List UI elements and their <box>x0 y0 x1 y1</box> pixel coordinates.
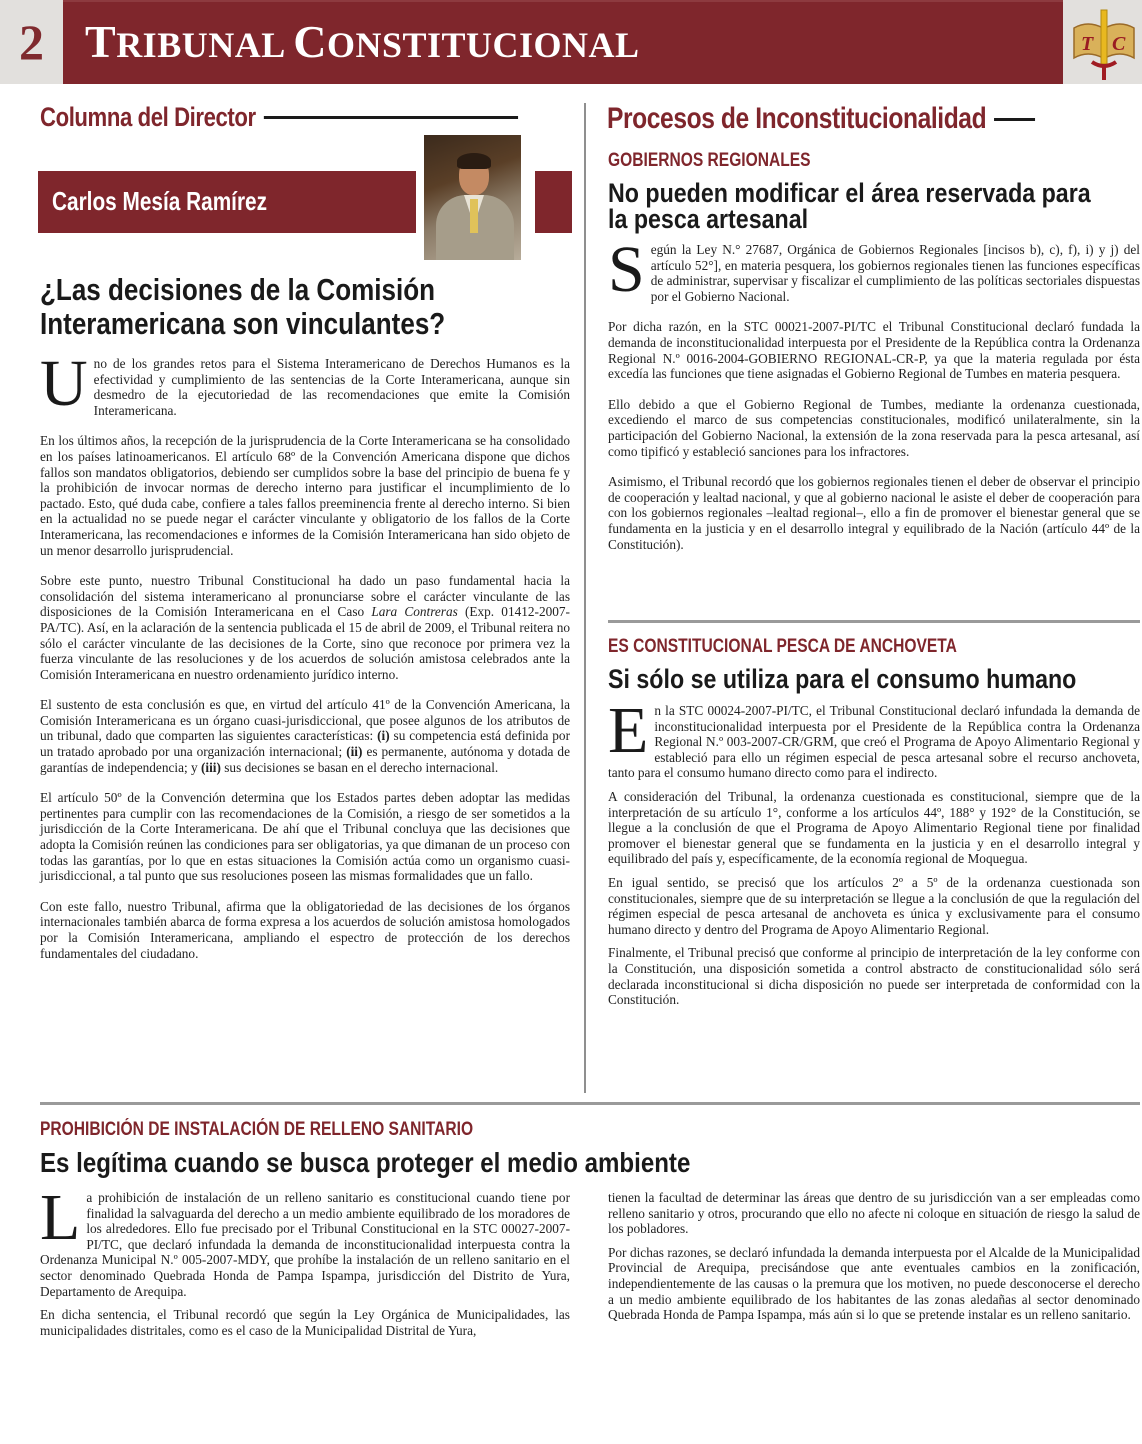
paragraph: Con este fallo, nuestro Tribunal, afirma que la obligatoriedad de las decisiones de los órganos internacionales también abarca de forma expresa a los acuerdos de solución amistosa homologados por la Comisión Interamericana, ampliando el espectro de protección de los derechos fundamentales del ciudadano. <box>40 898 570 961</box>
director-headline-line2: Interamericana son vinculantes? <box>40 306 446 341</box>
author-band-right <box>535 171 572 233</box>
paragraph <box>40 347 570 420</box>
paragraph-text: Sobre este punto, nuestro Tribunal Constitucional ha dado un paso fundamental hacia la consolidación del sistema interamericano al pronunciarse sobre el carácter vinculante de las disposiciones de la Comisión Interamericana en el Caso <box>40 573 570 620</box>
paragraph-text: egún la Ley N.° 27687, Orgánica de Gobiernos Regionales [incisos b), c), f), i) y j) del artículo 52°], en materia pesquera, los gobiernos regionales tienen las funciones específicas de administrar, supervisar y fiscalizar el cumplimiento de las políticas sectoriales dispuestas por el Gobierno Nacional. <box>650 242 1140 304</box>
paragraph-text: es permanente, autónoma y dotada de garantías de independencia; y <box>40 744 570 775</box>
section-title-director-column <box>40 102 518 133</box>
bottom-divider <box>40 1102 1140 1105</box>
section-title-rule <box>994 118 1035 121</box>
list-label: (ii) <box>346 744 363 760</box>
paragraph-text: (Exp. 01412-2007-PA/TC). Así, en la aclaración de la sentencia publicada el 15 de abril de 2009, el Tribunal reitera no sólo el carácter vinculante de las decisiones de la Corte, sino que reconoce por primera vez la fuerza vinculante de las resoluciones y de los acuerdos de solución amistosa celebrados ante la Comisión Interamericana en nuestro ordenamiento jurídico interno. <box>40 604 570 682</box>
paragraph-text: El sustento de esta conclusión es que, en virtud del artículo 41º de la Convención Americana, la Comisión Interamericana es un órgano cuasi-jurisdiccional, que posee algunos de los atributos de un tribunal, dado que comparten las siguientes características: <box>40 697 570 744</box>
paragraph: Por dichas razones, se declaró infundada la demanda interpuesta por el Alcalde de la Municipalidad Provincial de Arequipa, precisándose que ante eventuales cambios en la zonificación, independientemente de las causas o la premura que los motiven, no puede desconocerse el derecho a un medio ambiente equilibrado de los habitantes de las zonas aledañas al sector denominado Quebrada Honda de Pampa Ispampa, más aún si lo que se pretende instalar es un relleno sanitario. <box>608 1244 1140 1323</box>
paragraph <box>40 1181 570 1299</box>
masthead-band <box>63 0 1063 84</box>
dropcap: U <box>40 347 88 420</box>
paragraph <box>608 694 1140 781</box>
director-article-body <box>40 347 571 976</box>
section-title-rule <box>264 116 518 119</box>
landfill-body-left <box>40 1181 570 1346</box>
paragraph: Por dicha razón, en la STC 00021-2007-PI/TC el Tribunal Constitucional declaró fundada la demanda de inconstitucionalidad interpuesta por el Presidente de la República contra la Ordenanza Regional N.º 0016-2004-GOBIERNO REGIONAL-CR-P, ya que la materia regulada por ésta excedía las funciones que tiene asignadas el Gobierno Regional de Tumbes en materia pesquera. <box>608 319 1140 382</box>
paragraph-text: sus decisiones se basan en el derecho internacional. <box>220 759 499 775</box>
article2-body <box>608 694 1140 1016</box>
paragraph <box>40 697 570 775</box>
paragraph: Ello debido a que el Gobierno Regional de Tumbes, mediante la ordenanza cuestionada, excediendo el marco de sus competencias constitucionales, modificó unilateralmente, sin la participación del Gobierno Nacional, la extensión de la zona reservada para la pesca artesanal, así como tipificó y estableció sanciones para los infractores. <box>608 396 1140 459</box>
paragraph-text: su competencia está definida por un tratado aprobado por una organización internacional; <box>40 728 571 760</box>
paragraph: A consideración del Tribunal, la ordenanza cuestionada es constitucional, siempre que de la interpretación de su artículo 1°, conforme a los artículos 44º, 188° y 192° de la Constitución, se llegue a la conclusión de que el Programa de Apoyo Alimentario Regional tiene por finalidad promover el bienestar general que se fundamenta en la justicia y en el desarrollo integral y equilibrado del país y, específicamente, de la economía regional de Moquegua. <box>608 788 1140 867</box>
paragraph <box>40 573 570 682</box>
case-name: Lara Contreras <box>371 604 458 620</box>
kicker-landfill: PROHIBICIÓN DE INSTALACIÓN DE RELLENO SANITARIO <box>40 1119 474 1140</box>
paragraph <box>608 233 1140 306</box>
paragraph: Finalmente, el Tribunal precisó que conforme al principio de interpretación de la ley conforme con la Constitución, una disposición sometida a control abstracto de constitucionalidad sólo será declarada inconstitucional si dicha disposición no puede ser interpretada de conformidad con la Constitución. <box>608 945 1140 1008</box>
title-word-constitucional: ONSTITUCIONAL <box>326 25 640 65</box>
paragraph: En igual sentido, se precisó que los artículos 2º a 5º de la ordenanza cuestionada son constitucionales, siempre que de su interpretación se llegue a la conclusión de que la regulación del régimen especial de pesca artesanal de anchoveta es única y exclusivamente para el consumo humano directo y dentro del Programa de Apoyo Alimentario Regional. <box>608 874 1140 937</box>
headline-line2: la pesca artesanal <box>608 204 809 234</box>
masthead <box>0 0 1142 84</box>
svg-text:T: T <box>1081 33 1094 55</box>
paragraph-text: n la STC 00024-2007-PI/TC, el Tribunal Constitucional declaró infundada la demanda de inconstitucionalidad interpuesta por el Presidente de la República contra la Ordenanza Regional N.º 003-2007-CR/GRM, que creó el Programa de Apoyo Alimentario Regional y estableció para ello un régimen especial de pesca artesanal sobre el recurso anchoveta, tanto para el consumo humano directo como para el indirecto. <box>608 703 1140 781</box>
director-headline <box>40 273 445 341</box>
column-divider <box>584 103 586 1093</box>
author-portrait <box>424 135 521 260</box>
headline-line1: No pueden modificar el área reservada para <box>608 178 1091 208</box>
title-word-tribunal: RIBUNAL <box>116 25 294 65</box>
kicker-anchoveta: ES CONSTITUCIONAL PESCA DE ANCHOVETA <box>608 636 957 657</box>
paragraph-text: a prohibición de instalación de un relleno sanitario es constitucional cuando tiene por finalidad la salvaguarda del derecho a un medio ambiente equilibrado de los moradores de los alrededores. Ello fue precisado por el Tribunal Constitucional en la STC 00027-2007-PI/TC, que declaró infundada la demanda de inconstitucionalidad interpuesta contra la Ordenanza Municipal N.º 005-2007-MDY, que prohíbe la instalación de un relleno sanitario en el sector denominado Quebrada Honda de Pampa Ispampa, jurisdicción del Distrito de Yura, Departamento de Arequipa. <box>40 1190 570 1299</box>
list-label: (i) <box>377 728 390 744</box>
article1-body <box>608 233 1140 567</box>
title-initial-c: C <box>293 16 327 67</box>
svg-text:C: C <box>1112 33 1126 55</box>
dropcap: L <box>40 1181 81 1254</box>
section-title-processes <box>607 102 1035 136</box>
paragraph: tienen la facultad de determinar las áreas que dentro de su jurisdicción van a ser empleadas como relleno sanitario y otros, procurando que ello no afecte ni coloque en situación de riesgo la salud de los pobladores. <box>608 1190 1140 1237</box>
article-divider <box>608 620 1140 623</box>
kicker-regional-governments: GOBIERNOS REGIONALES <box>608 150 811 171</box>
paragraph: Asimismo, el Tribunal recordó que los gobiernos regionales tienen el deber de observar el principio de cooperación y lealtad nacional, y que al gobierno nacional le asiste el deber de cooperación para con los gobiernos regionales –lealtad regional–, ello a fin de promover el bienestar general que se fundamenta en la justicia y en el desarrollo integral y equilibrado de la Nación (artículo 44º de la Constitución). <box>608 474 1140 552</box>
dropcap: E <box>608 694 649 767</box>
title-initial-t: T <box>85 16 117 67</box>
paragraph: En dicha sentencia, el Tribunal recordó que según la Ley Orgánica de Municipalidades, las municipalidades distritales, como es el caso de la Municipalidad Distrital de Yura, <box>40 1307 570 1338</box>
paragraph: En los últimos años, la recepción de la jurisprudencia de la Corte Interamericana se ha consolidado en los países latinoamericanos. El artículo 68º de la Convención Americana dispone que dichos fallos son mandatos obligatorios, debiendo ser cumplidos sobre la base del principio de buena fe y la prohibición de invocar normas de derecho interno para justificar el incumplimiento de lo pactado. Esto, qué duda cabe, confiere a tales fallos preeminencia frente al derecho interno. Si bien en la actualidad no se puede negar el carácter vinculante y obligatorio de los fallos de la Corte Interamericana, las recomendaciones e informes de la Comisión Interamericana han sido objeto de un menor desarrollo jurisprudencial. <box>40 433 570 558</box>
landfill-body-right <box>608 1190 1140 1331</box>
list-label: (iii) <box>200 759 221 775</box>
section-title-text: Columna del Director <box>40 102 256 132</box>
headline-article2: Si sólo se utiliza para el consumo humano <box>608 664 1077 694</box>
section-title-text: Procesos de Inconstitucionalidad <box>607 102 987 135</box>
headline-landfill: Es legítima cuando se busca proteger el medio ambiente <box>40 1147 691 1178</box>
paragraph: El artículo 50º de la Convención determina que los Estados partes deben adoptar las medidas pertinentes para cumplir con las recomendaciones de la Comisión, a riesgo de ser sometidos a la jurisdicción de la Corte Interamericana. De ahí que el Tribunal concluya que las decisiones que adopta la Comisión reúnen las condiciones para ser obligatorias, ya que dimanan de un proceso con todas las garantías, por lo que en estas situaciones la Comisión actúa como un organismo cuasi-jurisdiccional, a tal punto que sus resoluciones poseen las mismas formalidades que un fallo. <box>40 790 570 884</box>
director-headline-line1: ¿Las decisiones de la Comisión <box>40 272 436 307</box>
tc-logo-icon <box>1070 6 1138 82</box>
dropcap: S <box>608 233 645 306</box>
author-name: Carlos Mesía Ramírez <box>52 186 268 216</box>
headline-article1 <box>608 180 1091 232</box>
page-number: 2 <box>19 14 44 70</box>
publication-title <box>85 18 640 69</box>
paragraph-text: no de los grandes retos para el Sistema Interamericano de Derechos Humanos es la efectividad y cumplimiento de las sentencias de la Corte Interamericana, aunque sin desmedro de la ejecutoriedad de las recomendaciones que emite la Comisión Interamericana. <box>93 356 570 418</box>
